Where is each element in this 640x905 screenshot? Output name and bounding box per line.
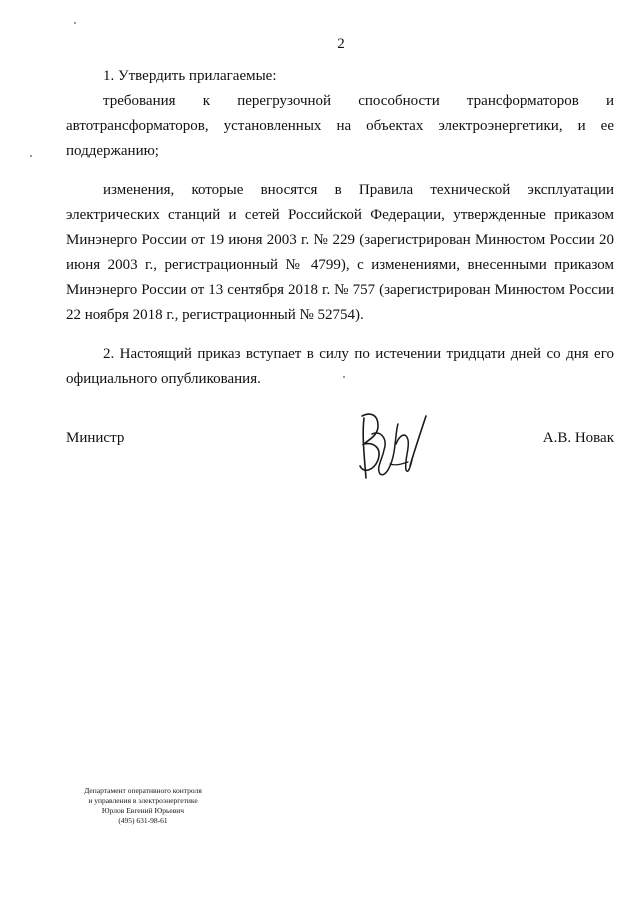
executor-department-cont: и управления в электроэнергетике [88, 796, 198, 805]
order-body [66, 64, 614, 392]
paragraph-gap [66, 164, 614, 178]
paragraph-requirements: требования к перегрузочной способности трансформаторов и автотрансформаторов, установленных на объектах электроэнергетики, и ее поддержанию; [66, 93, 614, 159]
scan-speck [30, 155, 32, 157]
scan-speck [343, 376, 345, 378]
signer-title: Министр [66, 430, 125, 446]
scan-speck [74, 22, 76, 24]
paragraph-amendments: изменения, которые вносятся в Правила технической эксплуатации электрических станций и сетей Российской Федерации, утвержденные приказом Минэнерго России от 19 июня 2003 г. № 229 (зарегистрирован Минюстом России 20 июня 2003 г., регистрационный № 4799), с изменениями, внесенными приказом Минэнерго России от 13 сентября 2018 г. № 757 (зарегистрирован Минюстом России 22 ноября 2018 г., регистрационный № 52754). [66, 182, 614, 323]
paragraph-gap [66, 328, 614, 342]
executor-name: Юрлов Евгений Юрьевич [101, 806, 185, 815]
executor-phone: (495) 631-98-61 [118, 816, 168, 825]
executor-info [60, 786, 226, 826]
signer-name: А.В. Новак [542, 430, 614, 446]
handwritten-signature [352, 404, 436, 484]
page-number: 2 [337, 36, 345, 52]
paragraph-effective-date: 2. Настоящий приказ вступает в силу по истечении тридцати дней со дня его официального опубликования. [66, 346, 614, 387]
paragraph-approve: 1. Утвердить прилагаемые: [103, 68, 277, 84]
executor-department: Департамент оперативного контроля [84, 786, 202, 795]
